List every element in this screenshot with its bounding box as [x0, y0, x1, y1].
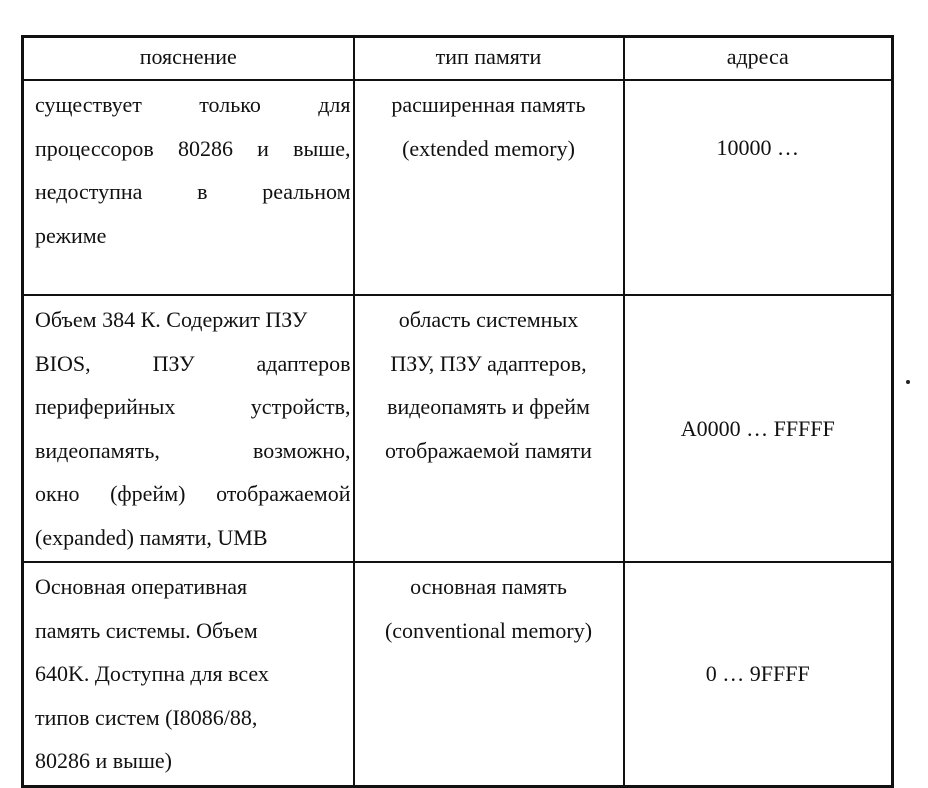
memory-type-line: видеопамять и фрейм: [387, 394, 590, 419]
address-cell: A0000 … FFFFF: [624, 295, 893, 562]
description-line: Основная оперативная: [35, 574, 248, 599]
memory-map-table: [21, 35, 894, 788]
description-line: типов систем (I8086/88,: [35, 704, 258, 730]
memory-type-line: (conventional memory): [384, 617, 593, 643]
memory-type-cell: [354, 562, 624, 786]
memory-type-line: ПЗУ, ПЗУ адаптеров,: [390, 350, 587, 376]
table-header: [23, 37, 893, 81]
description-line: 640K. Доступна для всех: [35, 661, 269, 686]
description-line: 80286 и выше): [35, 748, 172, 773]
scan-speck: [906, 380, 910, 384]
address-cell: 10000 …: [624, 80, 893, 295]
table-row-system-rom: [23, 295, 893, 562]
description-line: режиме: [35, 222, 107, 248]
table-body: [23, 80, 893, 786]
memory-type-line: (extended memory): [402, 135, 575, 161]
memory-type-line: расширенная память: [391, 92, 586, 117]
table-row-extended: [23, 80, 893, 295]
header-description: пояснение: [23, 37, 354, 81]
memory-type-cell: [354, 295, 624, 562]
description-line: BIOS, ПЗУ адаптеров: [35, 350, 351, 376]
description-line: недоступна в реальном: [35, 179, 351, 204]
address-cell: 0 … 9FFFF: [624, 562, 893, 786]
description-line: память системы. Объем: [35, 617, 258, 643]
description-line: периферийных устройств,: [35, 394, 351, 419]
header-addresses: адреса: [624, 37, 893, 81]
description-line: (expanded) памяти, UMB: [35, 524, 268, 550]
description-line: видеопамять, возможно,: [35, 437, 351, 463]
memory-type-cell: [354, 80, 624, 295]
description-cell: [23, 80, 354, 295]
memory-type-line: область системных: [398, 307, 579, 332]
description-line: окно (фрейм) отображаемой: [35, 481, 351, 506]
memory-type-line: отображаемой памяти: [385, 437, 592, 463]
description-line: процессоров 80286 и выше,: [35, 135, 351, 161]
header-memory-type: тип памяти: [354, 37, 624, 81]
description-cell: [23, 295, 354, 562]
description-line: существует только для: [35, 92, 351, 117]
header-row: [23, 37, 893, 81]
description-line: Объем 384 К. Содержит ПЗУ: [35, 307, 308, 332]
table-row-conventional: [23, 562, 893, 786]
description-cell: [23, 562, 354, 786]
memory-type-line: основная память: [410, 574, 567, 599]
